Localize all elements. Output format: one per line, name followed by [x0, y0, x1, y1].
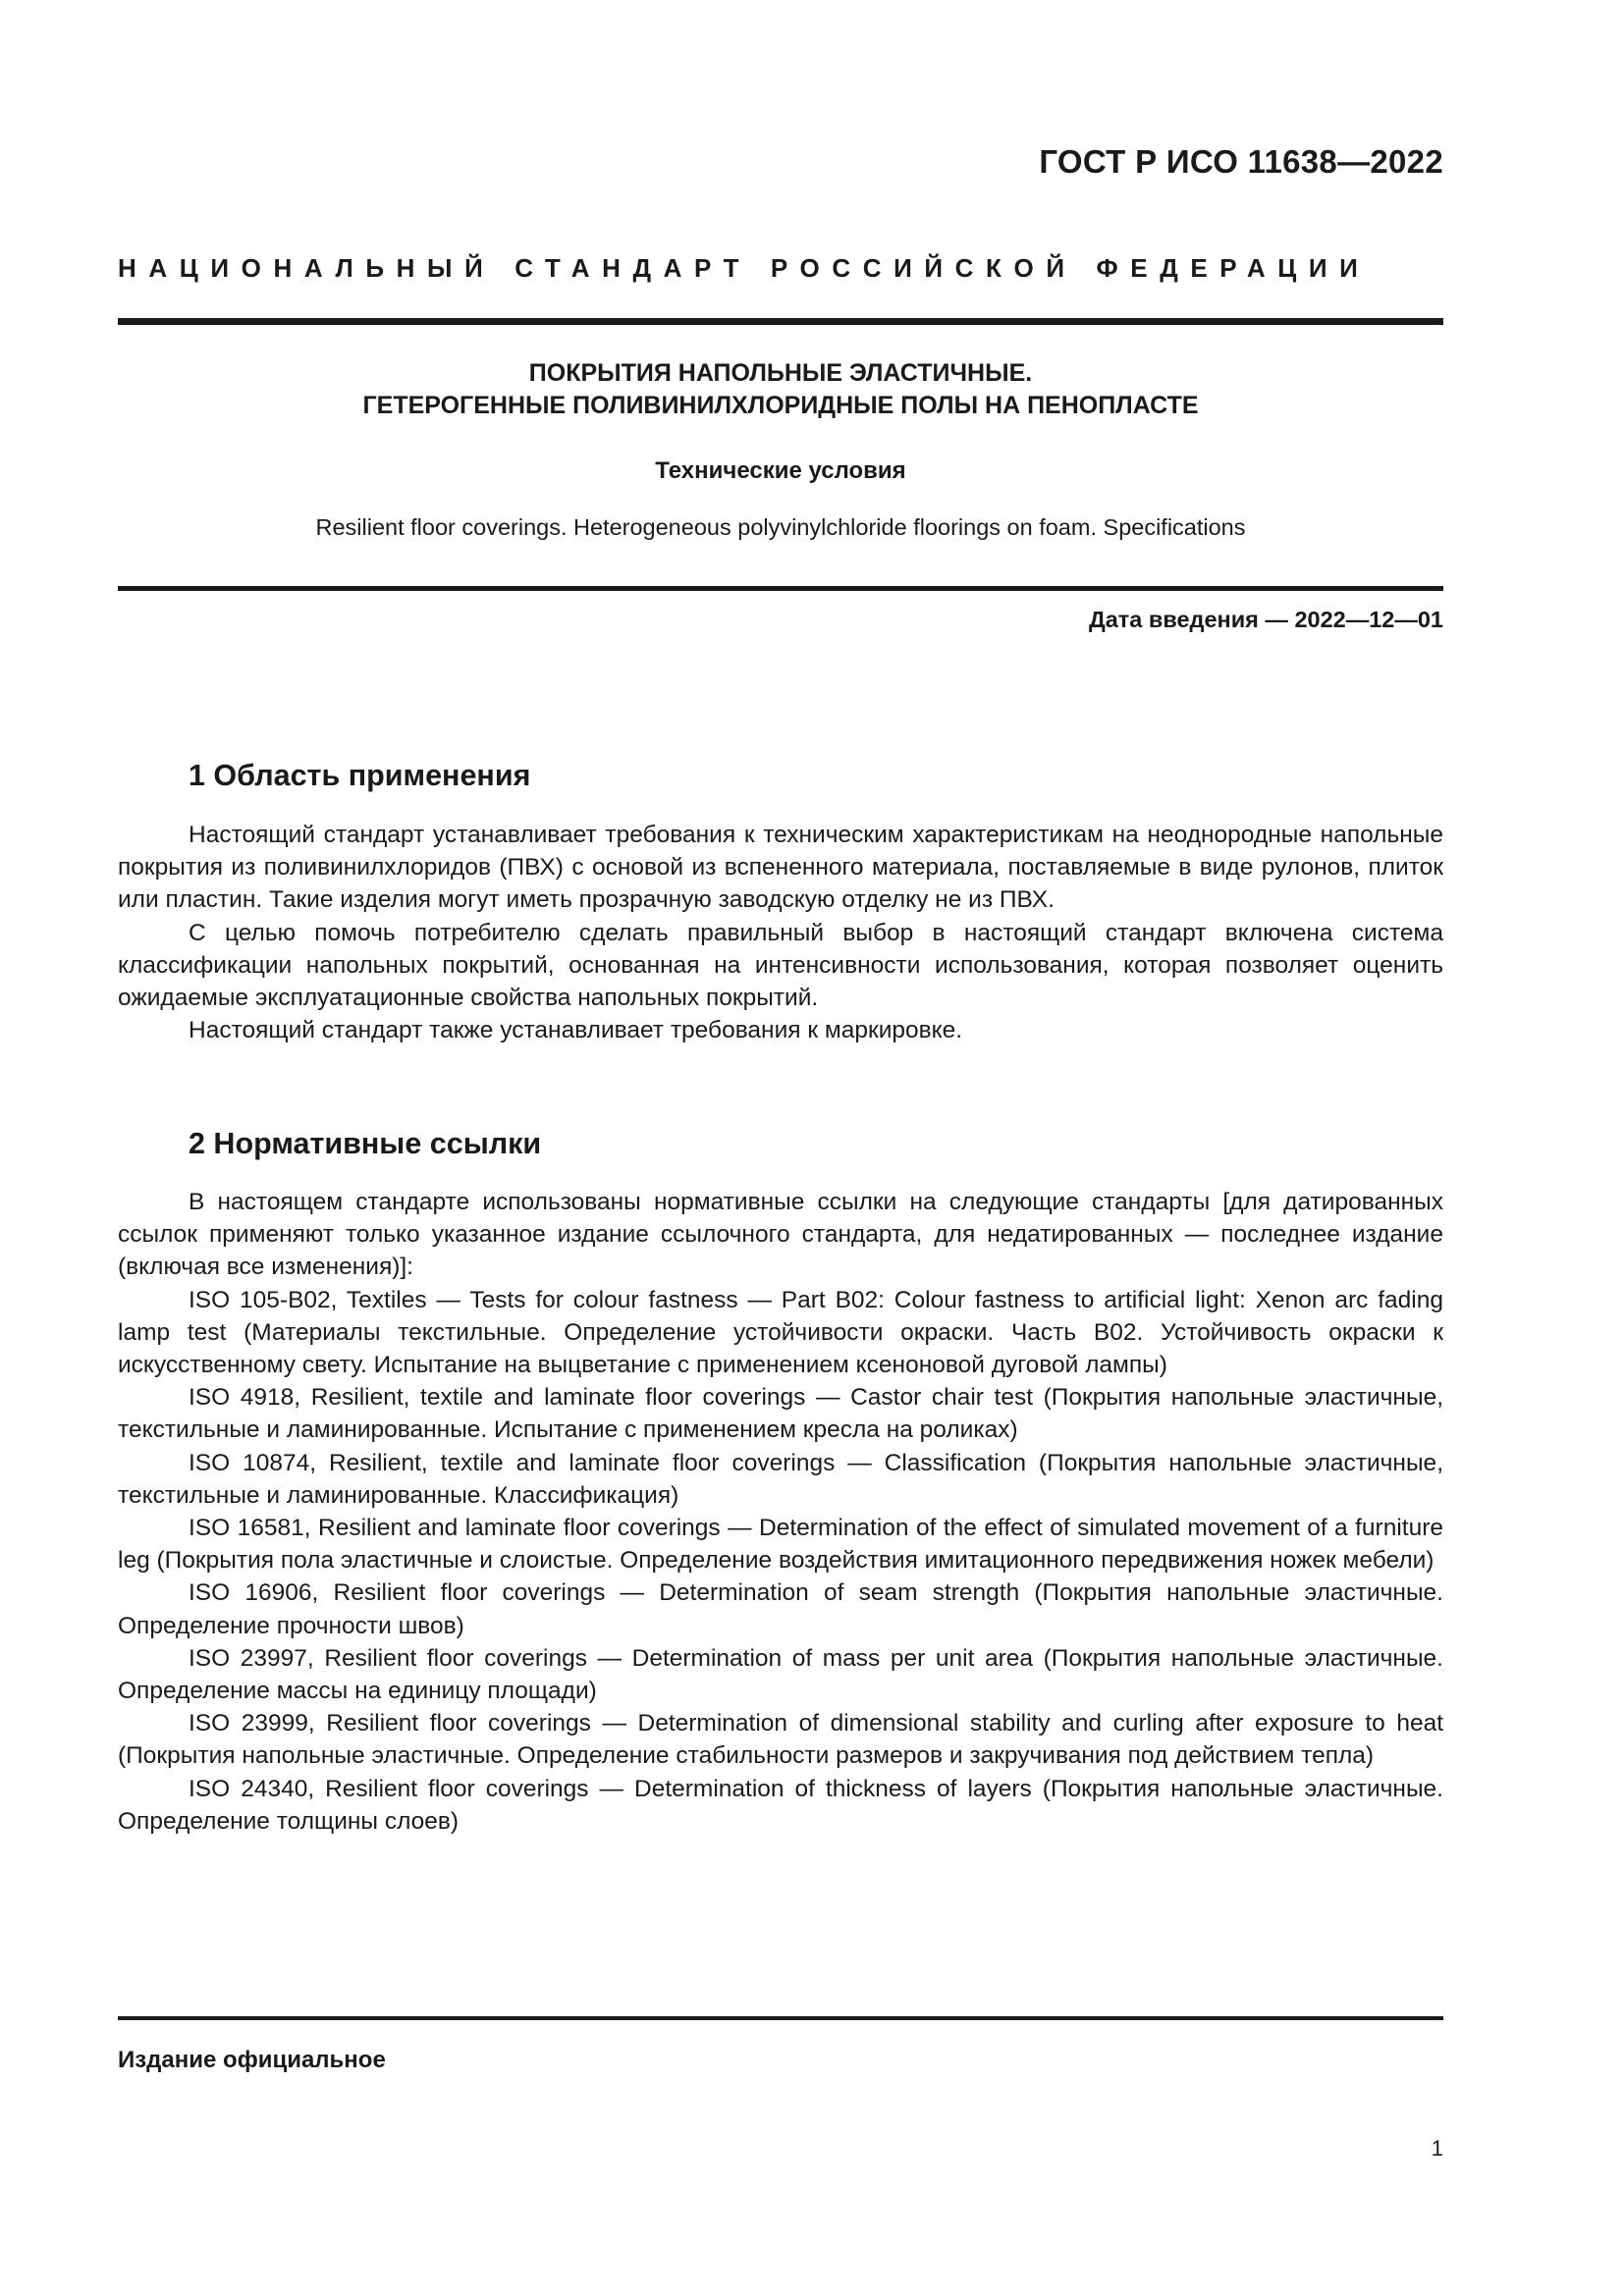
standard-title-line-1: ПОКРЫТИЯ НАПОЛЬНЫЕ ЭЛАСТИЧНЫЕ.: [528, 359, 1033, 387]
title-block: [118, 357, 1443, 541]
page-number: 1: [1431, 2136, 1443, 2161]
introduction-date: Дата введения — 2022—12—01: [1088, 607, 1443, 632]
section-1-body: [118, 819, 1443, 1046]
reference-item: ISO 16906, Resilient floor coverings — Determination of seam strength (Покрытия напольные эластичные. Определение прочности швов): [118, 1579, 1443, 1639]
national-standard-title: НАЦИОНАЛЬНЫЙ СТАНДАРТ РОССИЙСКОЙ ФЕДЕРАЦИИ: [118, 253, 1371, 283]
standard-subtitle: Технические условия: [655, 457, 906, 484]
reference-item: ISO 23997, Resilient floor coverings — Determination of mass per unit area (Покрытия напольные эластичные. Определение массы на единицу площади): [118, 1644, 1443, 1705]
section-1-paragraph: Настоящий стандарт также устанавливает требования к маркировке.: [189, 1017, 963, 1044]
reference-item: ISO 23999, Resilient floor coverings — Determination of dimensional stability and curling after exposure to heat (Покрытия напольные эластичные. Определение стабильности размеров и закручивания под действием тепла): [118, 1710, 1443, 1770]
header-rule: [118, 318, 1443, 325]
reference-item: ISO 105-B02, Textiles — Tests for colour fastness — Part B02: Colour fastness to artificial light: Xenon arc fading lamp test (Материалы текстильные. Определение устойчивости окраски. Часть B02. Устойчивость окраски к искусственному свету. Испытание на выцветание с применением ксеноновой дуговой лампы): [118, 1286, 1443, 1379]
section-1-heading: 1 Область применения: [189, 759, 531, 792]
standard-title-line-2: ГЕТЕРОГЕННЫЕ ПОЛИВИНИЛХЛОРИДНЫЕ ПОЛЫ НА ПЕНОПЛАСТЕ: [362, 392, 1199, 419]
section-1-paragraph: С целью помочь потребителю сделать правильный выбор в настоящий стандарт включена система классификации напольных покрытий, основанная на интенсивности использования, которая позволяет оценить ожидаемые эксплуатационные свойства напольных покрытий.: [118, 919, 1443, 1012]
english-title: Resilient floor coverings. Heterogeneous polyvinylchloride floorings on foam. Specifications: [315, 514, 1246, 540]
section-2-paragraph: В настоящем стандарте использованы нормативные ссылки на следующие стандарты [для датированных ссылок применяют только указанное издание ссылочного стандарта, для недатированных — последнее издание (включая все изменения)]:: [118, 1189, 1443, 1281]
reference-item: ISO 10874, Resilient, textile and laminate floor coverings — Classification (Покрытия напольные эластичные, текстильные и ламинированные. Классификация): [118, 1449, 1443, 1509]
reference-item: ISO 16581, Resilient and laminate floor coverings — Determination of the effect of simulated movement of a furniture leg (Покрытия пола эластичные и слоистые. Определение воздействия имитационного передвижения ножек мебели): [118, 1515, 1443, 1575]
document-code: ГОСТ Р ИСО 11638—2022: [1039, 143, 1443, 180]
reference-item: ISO 24340, Resilient floor coverings — Determination of thickness of layers (Покрытия напольные эластичные. Определение толщины слоев): [118, 1775, 1443, 1835]
footer-rule: [118, 2016, 1443, 2020]
section-1-paragraph: Настоящий стандарт устанавливает требования к техническим характеристикам на неоднородные напольные покрытия из поливинилхлоридов (ПВХ) с основой из вспененного материала, поставляемые в виде рулонов, плиток или пластин. Такие изделия могут иметь прозрачную заводскую отделку не из ПВХ.: [118, 822, 1443, 914]
section-2-body: [118, 1186, 1443, 1838]
reference-item: ISO 4918, Resilient, textile and laminate floor coverings — Castor chair test (Покрытия напольные эластичные, текстильные и ламинированные. Испытание с применением кресла на роликах): [118, 1384, 1443, 1444]
official-edition-note: Издание официальное: [118, 2047, 386, 2073]
document-page: [118, 0, 1443, 2296]
title-rule: [118, 586, 1443, 591]
section-2-heading: 2 Нормативные ссылки: [189, 1127, 542, 1160]
